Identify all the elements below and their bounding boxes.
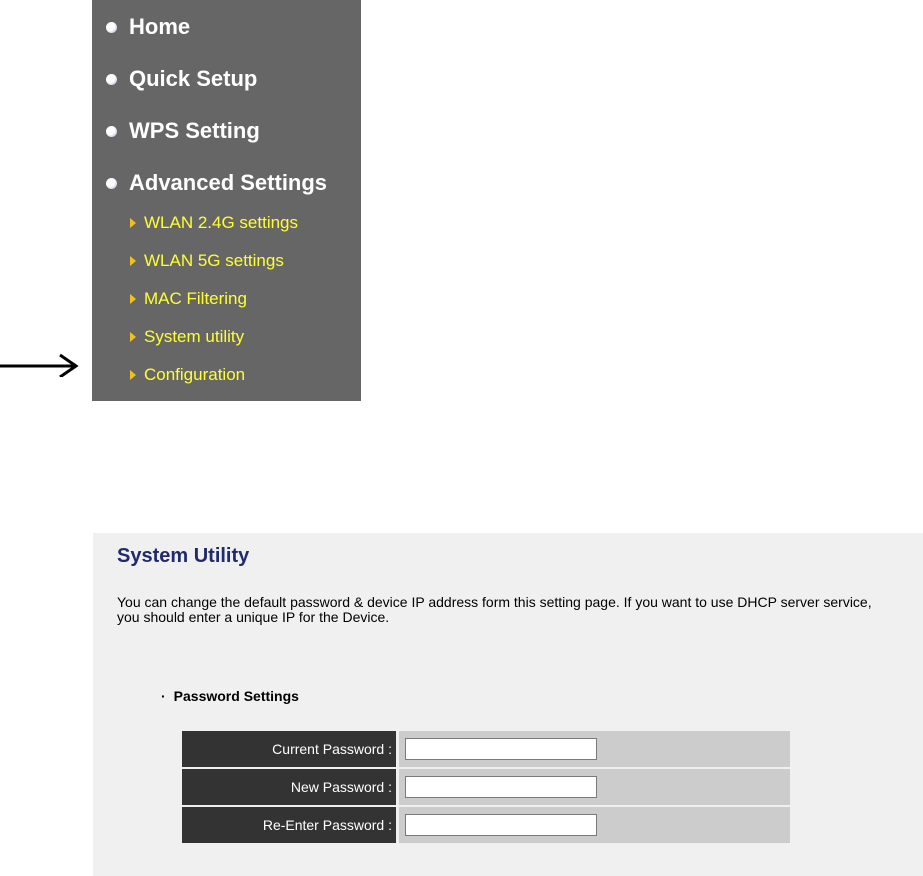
current-password-input[interactable]	[405, 738, 597, 760]
menu-item-wps-setting[interactable]	[106, 116, 260, 146]
sidebar-menu	[92, 0, 361, 401]
submenu-item-label: System utility	[144, 327, 245, 346]
field-cell	[399, 807, 790, 843]
triangle-right-icon	[130, 294, 136, 304]
current-password-label: Current Password :	[182, 731, 399, 767]
field-cell	[399, 731, 790, 767]
new-password-input[interactable]	[405, 776, 597, 798]
reenter-password-label: Re-Enter Password :	[182, 807, 399, 843]
form-row	[182, 731, 790, 767]
form-row	[182, 769, 790, 805]
triangle-right-icon	[130, 332, 136, 342]
reenter-password-input[interactable]	[405, 814, 597, 836]
section-heading	[161, 688, 299, 704]
submenu-item-label: WLAN 2.4G settings	[144, 213, 299, 232]
system-utility-panel	[93, 533, 923, 876]
arrow-right-icon	[0, 347, 80, 377]
bullet-dot-icon	[106, 178, 117, 189]
triangle-right-icon	[130, 256, 136, 266]
page-title: System Utility	[117, 545, 250, 567]
new-password-label: New Password :	[182, 769, 399, 805]
menu-item-label: Quick Setup	[129, 66, 258, 91]
triangle-right-icon	[130, 370, 136, 380]
section-bullet: ·	[161, 688, 166, 704]
submenu-item-mac-filtering[interactable]	[130, 287, 247, 311]
submenu-item-wlan-24g[interactable]	[130, 211, 298, 235]
bullet-dot-icon	[106, 74, 117, 85]
password-settings-table	[182, 729, 790, 845]
submenu-item-configuration[interactable]	[130, 363, 245, 387]
submenu-item-label: MAC Filtering	[144, 289, 247, 308]
submenu-item-label: WLAN 5G settings	[144, 251, 284, 270]
submenu-item-wlan-5g[interactable]	[130, 249, 284, 273]
form-row	[182, 807, 790, 843]
submenu-item-label: Configuration	[144, 365, 246, 384]
section-title: Password Settings	[173, 688, 299, 704]
menu-item-home[interactable]	[106, 12, 190, 42]
page-description: You can change the default password & device IP address form this setting page. If you want to use DHCP server service, you should enter a unique IP for the Device.	[117, 594, 872, 625]
bullet-dot-icon	[106, 22, 117, 33]
menu-item-label: Advanced Settings	[129, 170, 328, 195]
triangle-right-icon	[130, 218, 136, 228]
menu-item-label: Home	[129, 14, 191, 39]
menu-item-label: WPS Setting	[129, 118, 260, 143]
menu-item-quick-setup[interactable]	[106, 64, 257, 94]
bullet-dot-icon	[106, 126, 117, 137]
field-cell	[399, 769, 790, 805]
submenu-item-system-utility[interactable]	[130, 325, 244, 349]
menu-item-advanced-settings[interactable]	[106, 168, 327, 198]
